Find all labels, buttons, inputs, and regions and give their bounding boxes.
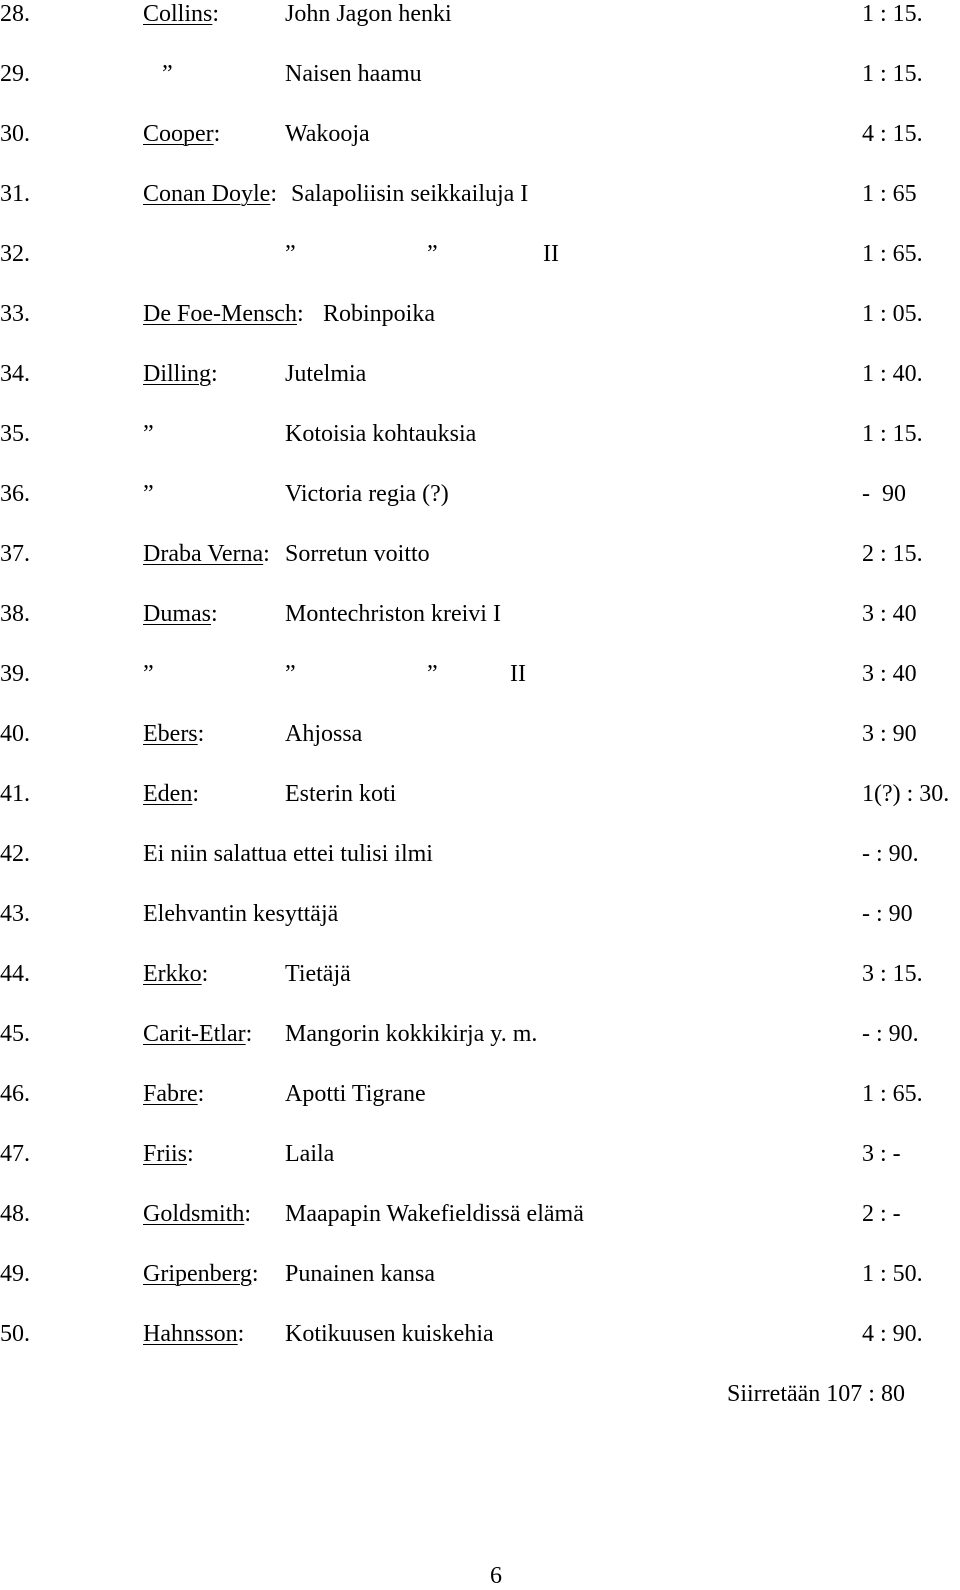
entry-title: Tietäjä [285,961,351,987]
entry-number: 28. [0,1,30,27]
entry-price: 1 : 15. [862,421,923,447]
entry-title: Ahjossa [285,721,363,747]
list-item [0,600,960,640]
entry-price: 3 : 90 [862,721,917,747]
list-item [0,0,960,40]
entry-price: 1 : 15. [862,1,923,27]
list-item [0,180,960,220]
entry-title: Wakooja [285,121,370,147]
entry-author: Fabre: [143,1081,205,1107]
entry-title: John Jagon henki [285,1,452,27]
entry-author: Dilling: [143,361,218,387]
entry-title: Apotti Tigrane [285,1081,426,1107]
entry-title: Robinpoika [323,301,435,327]
entry-author: Dumas: [143,601,218,627]
list-item [0,720,960,760]
entry-price: 2 : - [862,1201,901,1227]
entry-price: 1 : 15. [862,61,923,87]
entry-author: De Foe-Mensch: [143,301,304,327]
entry-author: Friis: [143,1141,194,1167]
entry-author: Erkko: [143,961,209,987]
ditto-mark: ” [427,661,438,687]
list-item [0,1020,960,1060]
entry-number: 49. [0,1261,30,1287]
entry-price: 1 : 65. [862,1081,923,1107]
entry-author: Gripenberg: [143,1261,259,1287]
list-item [0,540,960,580]
entry-author: Eden: [143,781,199,807]
entry-price: 3 : - [862,1141,901,1167]
entry-author: Cooper: [143,121,221,147]
ditto-mark: ” [162,61,173,87]
entry-number: 37. [0,541,30,567]
list-item [0,360,960,400]
entry-title: Montechriston kreivi I [285,601,501,627]
entry-price: 1 : 40. [862,361,923,387]
entry-number: 42. [0,841,30,867]
entry-author: Draba Verna: [143,541,270,567]
entry-price: - : 90 [862,901,913,927]
entry-price: - : 90. [862,841,919,867]
entry-title: Jutelmia [285,361,367,387]
entry-author: Goldsmith: [143,1201,252,1227]
list-item [0,480,960,520]
list-item [0,900,960,940]
entry-title: Kotoisia kohtauksia [285,421,477,447]
entry-price: 4 : 15. [862,121,923,147]
entry-number: 30. [0,121,30,147]
entry-number: 50. [0,1321,30,1347]
entry-author: Collins: [143,1,220,27]
entry-number: 33. [0,301,30,327]
ditto-mark: ” [143,661,154,687]
entry-number: 46. [0,1081,30,1107]
list-item [0,240,960,280]
entry-price: 3 : 15. [862,961,923,987]
list-item [0,300,960,340]
entry-number: 35. [0,421,30,447]
entry-title: Ei niin salattua ettei tulisi ilmi [143,841,433,867]
list-item [0,660,960,700]
list-item [0,840,960,880]
entry-price: - 90 [862,481,906,507]
entry-number: 31. [0,181,30,207]
list-item [0,1320,960,1360]
entry-price: 1 : 50. [862,1261,923,1287]
entry-volume: II [543,241,559,267]
list-item [0,120,960,160]
list-item [0,1140,960,1180]
ditto-mark: ” [427,241,438,267]
entry-title: Maapapin Wakefieldissä elämä [285,1201,584,1227]
entry-number: 48. [0,1201,30,1227]
entry-price: 3 : 40 [862,601,917,627]
entry-price: 3 : 40 [862,661,917,687]
list-item [0,960,960,1000]
entry-volume: II [510,661,526,687]
entry-title: Salapoliisin seikkailuja I [291,181,529,207]
list-item [0,1080,960,1120]
entry-number: 32. [0,241,30,267]
entry-title: Naisen haamu [285,61,422,87]
entry-title: Mangorin kokkikirja y. m. [285,1021,538,1047]
entry-number: 45. [0,1021,30,1047]
entry-author: Conan Doyle: [143,181,277,207]
entry-number: 41. [0,781,30,807]
entry-number: 43. [0,901,30,927]
entry-number: 38. [0,601,30,627]
entry-number: 36. [0,481,30,507]
entry-title: Victoria regia (?) [285,481,449,507]
entry-price: 2 : 15. [862,541,923,567]
list-item [0,1200,960,1240]
ditto-mark: ” [143,481,154,507]
list-item [0,420,960,460]
entry-price: - : 90. [862,1021,919,1047]
entry-number: 47. [0,1141,30,1167]
entry-price: 1 : 65 [862,181,917,207]
entry-title: Laila [285,1141,335,1167]
entry-title: Esterin koti [285,781,397,807]
entry-title: Sorretun voitto [285,541,430,567]
entry-number: 34. [0,361,30,387]
entry-title: Kotikuusen kuiskehia [285,1321,494,1347]
entry-author: Hahnsson: [143,1321,245,1347]
entry-price: 1 : 05. [862,301,923,327]
entry-number: 44. [0,961,30,987]
ditto-mark: ” [285,661,296,687]
page-number: 6 [490,1563,502,1589]
ditto-mark: ” [285,241,296,267]
entry-price: 4 : 90. [862,1321,923,1347]
entry-title: Punainen kansa [285,1261,435,1287]
entry-number: 29. [0,61,30,87]
list-item [0,780,960,820]
entry-price: 1(?) : 30. [862,781,950,807]
entry-number: 39. [0,661,30,687]
entry-author: Ebers: [143,721,205,747]
ditto-mark: ” [143,421,154,447]
entry-author: Carit-Etlar: [143,1021,253,1047]
entry-number: 40. [0,721,30,747]
entry-title: Elehvantin kesyttäjä [143,901,339,927]
entry-price: 1 : 65. [862,241,923,267]
list-item [0,1260,960,1300]
list-item [0,60,960,100]
carry-forward-total: Siirretään 107 : 80 [727,1381,905,1407]
